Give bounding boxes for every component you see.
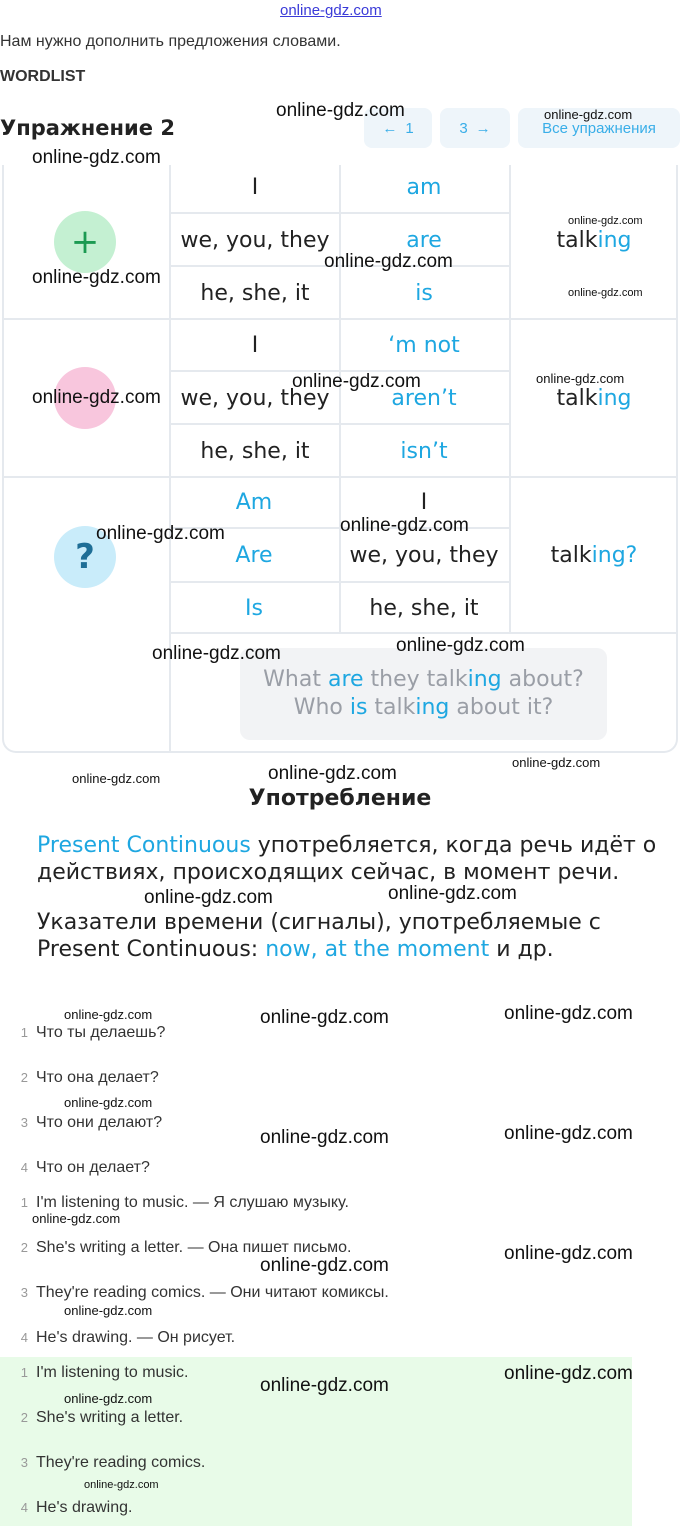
watermark: online-gdz.com [32,387,161,408]
q-verb-2: Are [235,543,273,568]
arrow-right-icon: → [475,119,491,137]
watermark: online-gdz.com [152,643,281,664]
watermark: online-gdz.com [544,107,633,122]
q-subject-3: he, she, it [369,596,479,621]
watermark: online-gdz.com [32,267,161,288]
watermark: online-gdz.com [64,1391,153,1406]
watermark: online-gdz.com [144,887,273,908]
watermark: online-gdz.com [64,1095,153,1110]
list-item: 3 Что они делают? [20,1114,163,1131]
wordlist-label: WORDLIST [0,68,86,85]
watermark: online-gdz.com [280,2,382,19]
watermark: online-gdz.com [504,1243,633,1264]
neg-verb-3: isn’t [400,439,448,464]
neg-subject-2: we, you, they [180,386,330,411]
usage-paragraph-2: Указатели времени (сигналы), употребляемые с Present Continuous: now, at the moment и др. [37,910,601,962]
all-exercises-label: Все упражнения [542,119,656,137]
watermark: online-gdz.com [64,1303,153,1318]
aff-subject-1: I [251,175,259,200]
aff-participle: talking [556,228,632,253]
aff-verb-1: am [406,175,442,200]
watermark: online-gdz.com [276,100,405,121]
next-exercise-label: 3 [459,119,468,137]
answer-item: 3 They're reading comics. [20,1454,206,1471]
watermark: online-gdz.com [396,635,525,656]
watermark: online-gdz.com [504,1123,633,1144]
watermark: online-gdz.com [32,147,161,168]
next-exercise-button[interactable] [440,108,510,148]
aff-verb-2: are [406,228,442,253]
neg-verb-2: aren’t [391,386,457,411]
list-item: 4 Что он делает? [20,1159,150,1176]
q-verb-1: Am [235,490,273,515]
watermark: online-gdz.com [324,251,453,272]
list-item: 2 Что она делает? [20,1069,159,1086]
q-participle: talking? [550,543,638,568]
wh-example-1: What are they talking about? [263,667,584,692]
question-icon: ? [54,526,116,588]
watermark: online-gdz.com [32,1211,121,1226]
neg-participle: talking [556,386,632,411]
watermark: online-gdz.com [512,755,601,770]
usage-paragraph-1: Present Continuous употребляется, когда речь идёт о действиях, происходящих сейчас, в момент речи. [37,833,657,885]
neg-subject-3: he, she, it [200,439,310,464]
plus-icon: + [54,211,116,273]
aff-verb-3: is [415,281,433,306]
watermark: online-gdz.com [72,771,161,786]
watermark: online-gdz.com [84,1479,159,1491]
intro-text: Нам нужно дополнить предложения словами. [0,33,341,50]
aff-subject-2: we, you, they [180,228,330,253]
usage-heading: Употребление [248,786,432,811]
answer-item: 4 He's drawing. [20,1499,133,1516]
exercise-title: Упражнение 2 [0,116,175,140]
watermark: online-gdz.com [568,287,643,299]
watermark: online-gdz.com [568,215,643,227]
q-verb-3: Is [245,596,263,621]
answer-item: 1 I'm listening to music. [20,1364,189,1381]
arrow-left-icon: ← [382,119,398,137]
watermark: online-gdz.com [260,1255,389,1276]
watermark: online-gdz.com [504,1003,633,1024]
watermark: online-gdz.com [292,371,421,392]
watermark: online-gdz.com [504,1363,633,1384]
q-subject-1: I [420,490,428,515]
watermark: online-gdz.com [388,883,517,904]
list-item: 1 Что ты делаешь? [20,1024,166,1041]
neg-subject-1: I [251,333,259,358]
watermark: online-gdz.com [260,1007,389,1028]
watermark: online-gdz.com [260,1127,389,1148]
watermark: online-gdz.com [96,523,225,544]
list-item: 2 She's writing a letter. — Она пишет письмо. [20,1239,352,1256]
neg-verb-1: ‘m not [388,333,460,358]
list-item: 3 They're reading comics. — Они читают комиксы. [20,1284,389,1301]
prev-exercise-label: 1 [405,119,414,137]
q-subject-2: we, you, they [349,543,499,568]
answer-item: 2 She's writing a letter. [20,1409,184,1426]
watermark: online-gdz.com [268,763,397,784]
watermark: online-gdz.com [64,1007,153,1022]
watermark: online-gdz.com [260,1375,389,1396]
watermark: online-gdz.com [340,515,469,536]
watermark: online-gdz.com [536,371,625,386]
aff-subject-3: he, she, it [200,281,310,306]
list-item: 1 I'm listening to music. — Я слушаю музыку. [20,1194,349,1211]
list-item: 4 He's drawing. — Он рисует. [20,1329,236,1346]
wh-question-examples [240,648,607,740]
wh-example-2: Who is talking about it? [293,695,554,720]
